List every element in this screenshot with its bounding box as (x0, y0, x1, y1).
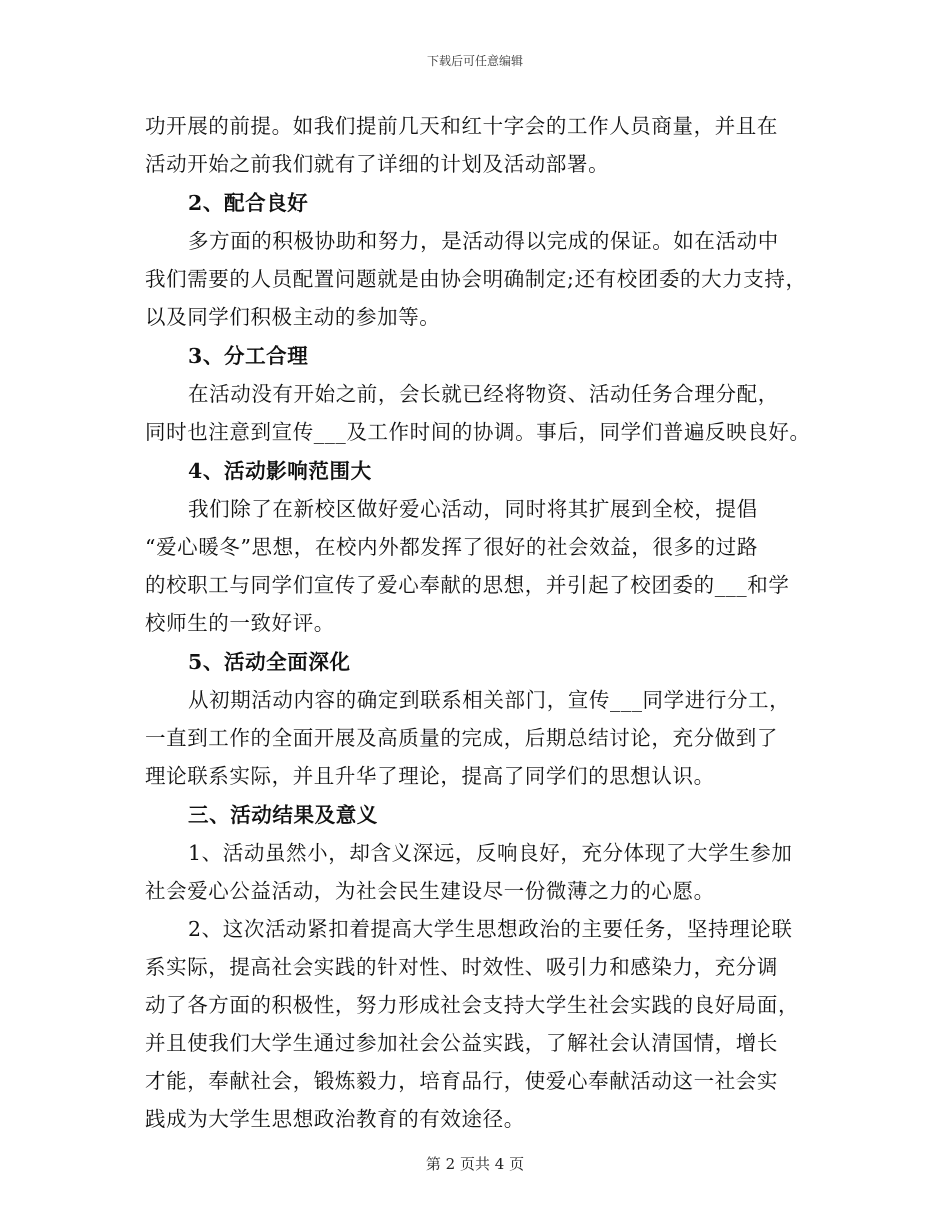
paragraph-line: 理论联系实际，并且升华了理论，提高了同学们的思想认识。 (145, 764, 715, 788)
page-header: 下载后可任意编辑 (426, 54, 523, 68)
paragraph-line: 我们除了在新校区做好爱心活动，同时将其扩展到全校，提倡 (188, 497, 758, 521)
section-heading: 三、活动结果及意义 (188, 803, 378, 827)
paragraph-line: 并且使我们大学生通过参加社会公益实践，了解社会认清国情，增长 (145, 1031, 778, 1055)
paragraph-line: 活动开始之前我们就有了详细的计划及活动部署。 (145, 152, 610, 176)
paragraph-line: 动了各方面的积极性，努力形成社会支持大学生社会实践的良好局面， (145, 993, 800, 1017)
paragraph-line: 社会爱心公益活动，为社会民生建设尽一份微薄之力的心愿。 (145, 879, 715, 903)
paragraph-line: 一直到工作的全面开展及高质量的完成，后期总结讨论，充分做到了 (145, 726, 778, 750)
section-heading: 3、分工合理 (188, 344, 309, 368)
paragraph-line: 在活动没有开始之前，会长就已经将物资、活动任务合理分配， (188, 382, 779, 406)
paragraph-line: 践成为大学生思想政治教育的有效途径。 (145, 1107, 525, 1131)
paragraph-line: 同时也注意到宣传___及工作时间的协调。事后，同学们普遍反映良好。 (145, 420, 811, 444)
section-heading: 4、活动影响范围大 (188, 459, 372, 483)
paragraph-line: 以及同学们积极主动的参加等。 (145, 305, 441, 329)
paragraph-line: 才能，奉献社会，锻炼毅力，培育品行，使爱心奉献活动这一社会实 (145, 1069, 778, 1093)
paragraph-line: 的校职工与同学们宣传了爱心奉献的思想，并引起了校团委的___和学 (145, 573, 790, 597)
paragraph-line: 多方面的积极协助和努力，是活动得以完成的保证。如在活动中 (188, 229, 779, 253)
section-heading: 5、活动全面深化 (188, 650, 351, 674)
section-heading: 2、配合良好 (188, 191, 309, 215)
paragraph-line: 功开展的前提。如我们提前几天和红十字会的工作人员商量，并且在 (145, 114, 778, 138)
paragraph-line: 系实际，提高社会实践的针对性、时效性、吸引力和感染力，充分调 (145, 955, 778, 979)
paragraph-line: 2、这次活动紧扣着提高大学生思想政治的主要任务，坚持理论联 (188, 917, 793, 941)
paragraph-line: 我们需要的人员配置问题就是由协会明确制定;还有校团委的大力支持， (145, 267, 807, 291)
paragraph-line: 校师生的一致好评。 (145, 611, 335, 635)
paragraph-line: 从初期活动内容的确定到联系相关部门，宣传___同学进行分工， (188, 688, 791, 712)
paragraph-line: 1、活动虽然小，却含义深远，反响良好，充分体现了大学生参加 (188, 841, 793, 865)
paragraph-line: “爱心暖冬”思想，在校内外都发挥了很好的社会效益，很多的过路 (145, 535, 758, 559)
page-number: 第 2 页共 4 页 (425, 1155, 525, 1173)
